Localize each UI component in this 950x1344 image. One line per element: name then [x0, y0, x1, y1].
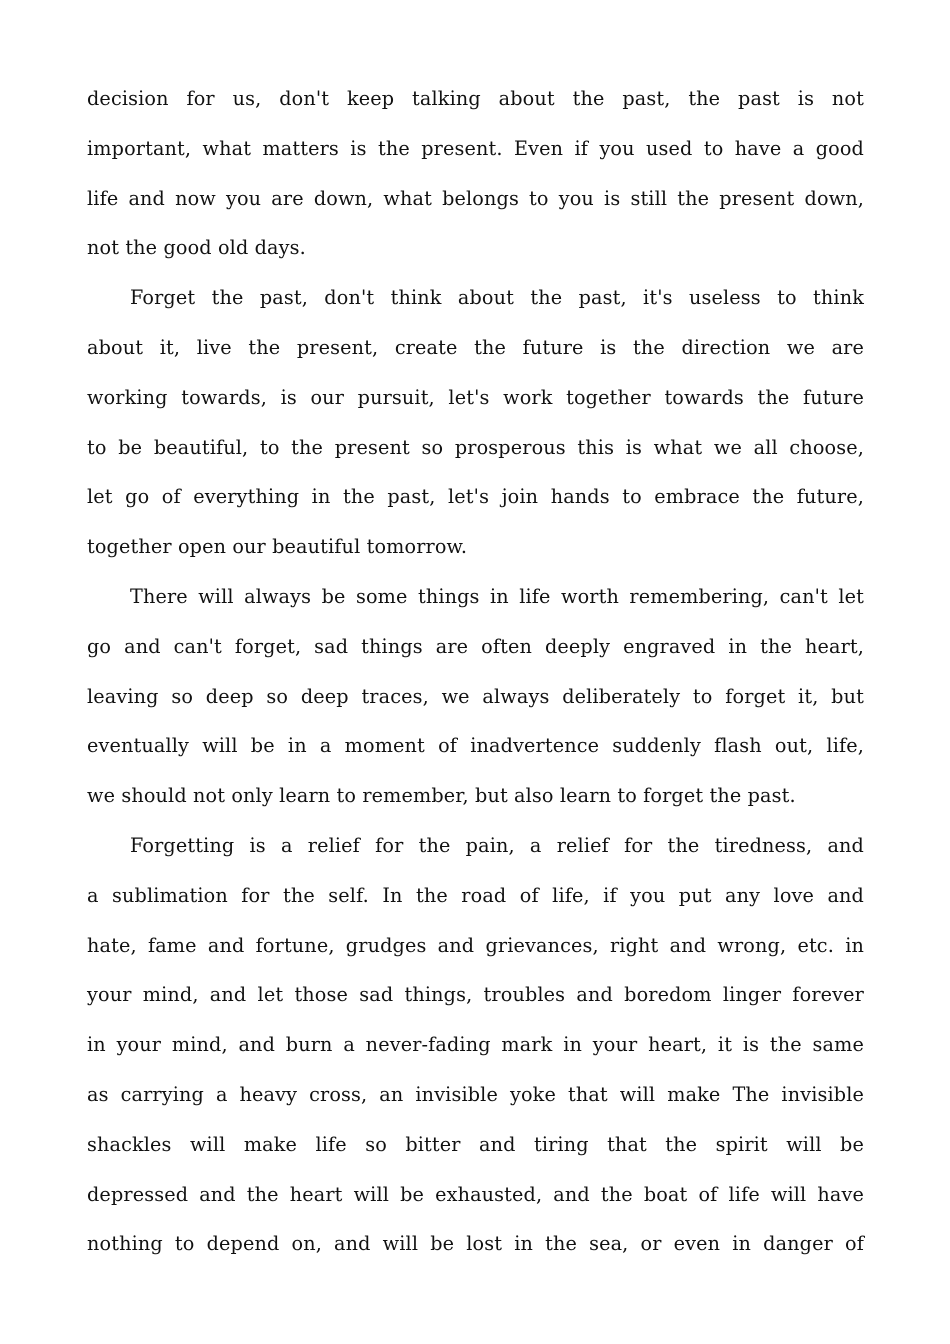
- text-line: There will always be some things in life worth remembering, can't let: [130, 584, 864, 608]
- text-line: life and now you are down, what belongs to you is still the present down,: [87, 186, 864, 210]
- paragraph-1: [87, 74, 864, 273]
- text-line: shackles will make life so bitter and tiring that the spirit will be: [87, 1132, 864, 1156]
- text-line: hate, fame and fortune, grudges and grievances, right and wrong, etc. in: [87, 933, 864, 957]
- text-line: as carrying a heavy cross, an invisible yoke that will make The invisible: [87, 1082, 864, 1106]
- text-line: let go of everything in the past, let's join hands to embrace the future,: [87, 485, 864, 509]
- text-line: working towards, is our pursuit, let's work together towards the future: [87, 385, 864, 409]
- text-line: nothing to depend on, and will be lost in the sea, or even in danger of: [87, 1232, 864, 1256]
- text-line: important, what matters is the present. Even if you used to have a good: [87, 136, 864, 160]
- text-line: eventually will be in a moment of inadvertence suddenly flash out, life,: [87, 734, 864, 758]
- paragraph-2: [87, 273, 864, 572]
- text-line: in your mind, and burn a never-fading mark in your heart, it is the same: [87, 1033, 864, 1057]
- paragraph-4: [87, 821, 864, 1269]
- text-line: your mind, and let those sad things, troubles and boredom linger forever: [87, 983, 864, 1007]
- text-line: leaving so deep so deep traces, we always deliberately to forget it, but: [87, 684, 864, 708]
- text-line: Forgetting is a relief for the pain, a relief for the tiredness, and: [130, 833, 864, 857]
- text-line: Forget the past, don't think about the past, it's useless to think: [130, 286, 864, 310]
- text-line: together open our beautiful tomorrow.: [87, 535, 468, 559]
- text-line: a sublimation for the self. In the road of life, if you put any love and: [87, 883, 864, 907]
- text-line: go and can't forget, sad things are often deeply engraved in the heart,: [87, 634, 864, 658]
- text-line: to be beautiful, to the present so prosperous this is what we all choose,: [87, 435, 864, 459]
- paragraph-3: [87, 572, 864, 821]
- text-line: not the good old days.: [87, 236, 306, 260]
- document-page: [87, 74, 864, 1269]
- text-line: depressed and the heart will be exhausted, and the boat of life will have: [87, 1182, 864, 1206]
- text-line: we should not only learn to remember, but also learn to forget the past.: [87, 784, 796, 808]
- text-line: decision for us, don't keep talking about the past, the past is not: [87, 87, 864, 110]
- text-line: about it, live the present, create the future is the direction we are: [87, 335, 864, 359]
